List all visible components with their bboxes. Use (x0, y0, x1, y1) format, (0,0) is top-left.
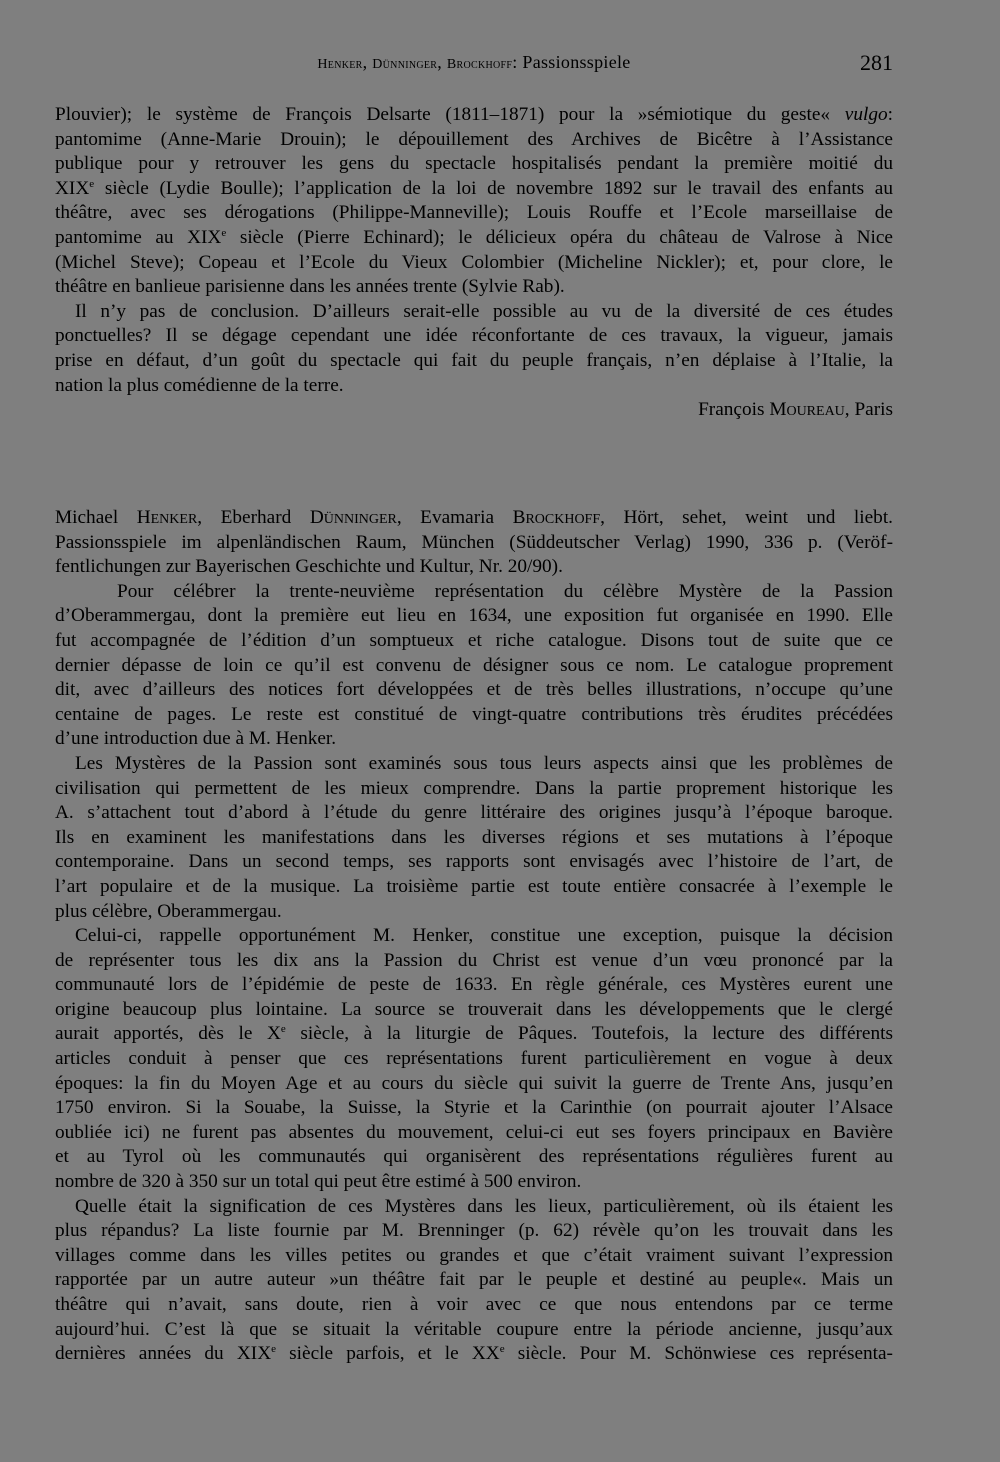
text-run: articles conduit à penser que ces représentations furent particulièrement en vogue à deux (55, 1048, 893, 1070)
text-line (55, 128, 893, 153)
text-line (55, 604, 893, 629)
text-line (55, 949, 893, 974)
text-run: François (698, 399, 770, 421)
text-run: Pour célébrer la trente-neuvième représentation du célèbre Mystère de la Passion (117, 580, 893, 602)
running-title (55, 52, 893, 73)
text-run: dernières années du XIX (55, 1343, 272, 1365)
text-line (55, 924, 893, 949)
page-number: 281 (860, 50, 893, 75)
text-run: nation la plus comédienne de la terre. (55, 374, 344, 396)
author-surname: Dünninger (309, 507, 397, 528)
text-line (55, 1072, 893, 1097)
text-run: publique pour y retrouver les gens du spectacle hospitalisés pendant la première moitié du (55, 153, 893, 175)
text-run: Ils en examinent les manifestations dans les diverses régions et ses mutations à l’époque (55, 826, 893, 848)
text-run: : Passionsspiele (512, 52, 631, 72)
italic-text: vulgo (844, 104, 888, 125)
text-run: siècle, à la liturgie de Pâques. Toutefois, la lecture des différents (285, 1023, 893, 1045)
superscript: e (89, 177, 95, 190)
text-run: pantomime au XIX (55, 226, 222, 248)
text-line (55, 349, 893, 374)
text-run: nombre de 320 à 350 sur un total qui peut être estimé à 500 environ. (55, 1171, 582, 1193)
text-run: contemporaine. Dans un second temps, ses rapports sont envisagés avec l’histoire de l’art, de (55, 851, 893, 873)
text-run: Les Mystères de la Passion sont examinés sous tous leurs aspects ainsi que les problèmes de (75, 752, 893, 774)
text-run: siècle (Lydie Boulle); l’application de la loi de novembre 1892 sur le travail des enfants au (94, 177, 893, 199)
text-run: communauté lors de l’épidémie de peste de 1633. En règle générale, ces Mystères eurent une (55, 974, 893, 996)
text-run: siècle. Pour M. Schönwiese ces représenta- (504, 1343, 893, 1365)
text-line (55, 727, 893, 752)
text-line (55, 226, 893, 251)
superscript: e (280, 1023, 286, 1036)
text-run: 1750 environ. Si la Souabe, la Suisse, la Styrie et la Carinthie (on pourrait ajouter l’Alsace (55, 1097, 893, 1119)
text-line (55, 1244, 893, 1269)
author-surname: Brockhoff (512, 507, 601, 528)
text-run: et au Tyrol où les communautés qui organisèrent des représentations régulières furent au (55, 1146, 893, 1168)
text-line (55, 324, 893, 349)
author-surname: Henker (136, 507, 198, 528)
text-run: pantomime (Anne-Marie Drouin); le dépouillement des Archives de Bicêtre à l’Assistance (55, 128, 893, 150)
text-line (55, 777, 893, 802)
superscript: e (221, 226, 227, 239)
text-line (55, 850, 893, 875)
text-run: théâtre, avec ses dérogations (Philippe-Manneville); Louis Rouffe et l’Ecole marseillaise de (55, 202, 893, 224)
text-run: Michael (55, 507, 137, 528)
text-run: , Paris (844, 399, 893, 421)
text-line (55, 555, 893, 580)
text-line (55, 580, 893, 605)
author-surname: Brockhoff (446, 57, 513, 72)
text-run: plus célèbre, Oberammergau. (55, 900, 282, 922)
text-line (55, 1219, 893, 1244)
text-run: théâtre qui n’avait, sans doute, rien à voir avec ce que nous entendons par ce terme (55, 1294, 893, 1315)
text-run: Celui-ci, rappelle opportunément M. Henker, constitue une exception, puisque la décision (75, 925, 893, 947)
author-surname: Moureau (769, 399, 845, 421)
text-line (55, 654, 893, 679)
text-line (55, 1022, 893, 1047)
running-header (55, 50, 893, 80)
text-run: d’une introduction due à M. Henker. (55, 728, 337, 750)
author-surname: Dünninger (372, 57, 438, 72)
text-line (55, 1318, 893, 1343)
reviewer-signature (55, 398, 893, 423)
text-line (55, 1096, 893, 1121)
text-line (55, 1342, 893, 1367)
text-line (55, 1293, 893, 1318)
text-line (55, 1145, 893, 1170)
text-run: siècle (Pierre Echinard); le délicieux opéra du château de Valrose à Nice (226, 226, 893, 248)
superscript: e (271, 1343, 277, 1356)
text-line (55, 506, 893, 531)
text-line (55, 973, 893, 998)
text-run: oubliée ici) ne furent pas absentes du mouvement, celui-ci eut ses foyers principaux en Bavière (55, 1121, 893, 1143)
review-henker (55, 506, 893, 1367)
text-line (55, 201, 893, 226)
text-line (55, 300, 893, 325)
text-line (55, 103, 893, 128)
text-line (55, 1195, 893, 1220)
text-run: Plouvier); le système de François Delsarte (1811–1871) pour la »sémiotique du geste« (55, 104, 845, 125)
text-run: l’art populaire et de la musique. La troisième partie est toute entière consacrée à l’exemple le (55, 875, 893, 897)
text-line (55, 703, 893, 728)
text-line (55, 177, 893, 202)
text-run: : (887, 104, 893, 125)
text-line (55, 1170, 893, 1195)
text-line (55, 826, 893, 851)
text-line (55, 752, 893, 777)
text-line (55, 152, 893, 177)
text-run: fentlichungen zur Bayerischen Geschichte und Kultur, Nr. 20/90). (55, 556, 563, 578)
text-line (55, 374, 893, 399)
text-line (55, 1047, 893, 1072)
text-run: ponctuelles? Il se dégage cependant une idée réconfortante de ces travaux, la vigueur, jamais (55, 325, 893, 347)
text-run: rapportée par un autre auteur »un théâtre fait par le peuple et destiné au peuple«. Mais un (55, 1269, 893, 1291)
text-run: , (362, 52, 373, 72)
author-surname: Henker (317, 57, 363, 72)
text-run: aujourd’hui. C’est là que se situait la véritable coupure entre la période ancienne, jusqu’aux (55, 1318, 893, 1340)
superscript: e (499, 1343, 505, 1356)
text-run: de représenter tous les dix ans la Passion du Christ est venue d’un vœu prononcé par la (55, 949, 893, 971)
text-line (55, 678, 893, 703)
text-line (55, 801, 893, 826)
text-run: A. s’attachent tout d’abord à l’étude du genre littéraire des origines jusqu’à l’époque baroque. (55, 802, 893, 824)
text-run: civilisation qui permettent de les mieux comprendre. Dans la partie proprement historique les (55, 777, 893, 799)
text-run: origine beaucoup plus lointaine. La source se trouverait dans les développements que le clergé (55, 998, 893, 1020)
text-run: , Hört, sehet, weint und liebt. (600, 507, 893, 528)
text-run: fut accompagnée de l’édition d’un somptueux et riche catalogue. Disons tout de suite que ce (55, 629, 893, 651)
text-run: époques: la fin du Moyen Age et au cours du siècle qui suivit la guerre de Trente Ans, jusqu’en (55, 1072, 893, 1094)
text-run: dit, avec d’ailleurs des notices fort développées et de très belles illustrations, n’occupe qu’une (55, 679, 893, 701)
text-run: centaine de pages. Le reste est constitué de vingt-quatre contributions très érudites précédées (55, 703, 893, 725)
text-run: d’Oberammergau, dont la première eut lieu en 1634, une exposition fut organisée en 1990. Elle (55, 605, 893, 627)
text-run: plus répandus? La liste fournie par M. Brenninger (p. 62) révèle qu’on les trouvait dans les (55, 1220, 893, 1242)
text-run: dernier dépasse de loin ce qu’il est convenu de désigner sous ce nom. Le catalogue proprement (55, 654, 893, 676)
text-run: villages comme dans les villes petites ou grandes et que c’était vraiment suivant l’expression (55, 1244, 893, 1266)
text-run: aurait apportés, dès le X (55, 1023, 281, 1045)
text-run: siècle parfois, et le XX (276, 1343, 500, 1365)
review-henker-lines (55, 506, 893, 1367)
text-run: , Evamaria (396, 507, 513, 528)
text-run: , (437, 52, 447, 72)
text-run: Passionsspiele im alpenländischen Raum, München (Süddeutscher Verlag) 1990, 336 p. (Veröf- (55, 531, 893, 553)
text-run: XIX (55, 177, 90, 199)
text-line (55, 531, 893, 556)
text-line (55, 251, 893, 276)
text-run: (Michel Steve); Copeau et l’Ecole du Vieux Colombier (Micheline Nickler); et, pour clore, le (55, 251, 893, 273)
text-line (55, 1121, 893, 1146)
text-run: théâtre en banlieue parisienne dans les années trente (Sylvie Rab). (55, 276, 565, 298)
text-run: Il n’y pas de conclusion. D’ailleurs serait-elle possible au vu de la diversité de ces études (75, 300, 893, 322)
text-line (55, 1268, 893, 1293)
text-line (55, 275, 893, 300)
review-continuation-lines (55, 103, 893, 398)
text-run: prise en défaut, d’un goût du spectacle qui fait du peuple français, n’en déplaise à l’Italie, la (55, 349, 893, 371)
review-continuation (55, 103, 893, 423)
text-line (55, 998, 893, 1023)
text-line (55, 629, 893, 654)
text-line (55, 875, 893, 900)
text-line (55, 900, 893, 925)
text-run: , Eberhard (197, 507, 310, 528)
text-run: Quelle était la signification de ces Mystères dans les lieux, particulièrement, où ils étaient les (75, 1195, 893, 1217)
